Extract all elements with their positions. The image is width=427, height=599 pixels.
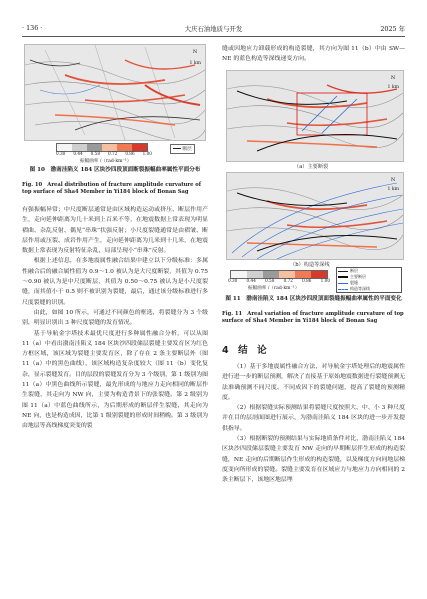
- journal-title: 大庆石油地质与开发: [184, 25, 243, 33]
- figure-10-legend-unit: 振幅曲率 /（rad·km⁻¹）: [80, 159, 132, 164]
- figure-10-legend-ticks: [56, 151, 152, 156]
- paragraph: （1）基于多地震属性融合方法，对导航金字塔处理后的地震属性进行进一步的断层预测，解决了直接基于原始地震数据进行裂缝预测无法准确预测不同尺度、不同成因下的裂缝问题，提高了裂缝的预测精度。: [222, 364, 405, 401]
- scale-bar-label: 1 km: [387, 187, 399, 192]
- figure-11-caption-cn: 图 11 渤南洼陷义 184 区块沙四段顶面裂缝振幅曲率属性的平面变化: [225, 296, 402, 302]
- scale-bar-label: 1 km: [189, 61, 201, 66]
- publication-year: 2025 年: [380, 25, 405, 33]
- north-arrow: N: [390, 177, 396, 183]
- figure-11-legend-ticks: [228, 278, 330, 283]
- figure-11-line-legend: [336, 267, 402, 293]
- legend-item-contour: [337, 286, 401, 292]
- paragraph: （2）根据裂缝实际预测结果将裂缝尺度按照大、中、小 3 种尺度并在目的层剖面图进行展示，为渤南洼陷义 184 区块的进一步开发提供指导。: [222, 405, 405, 432]
- legend-label: 裂缝: [350, 280, 358, 285]
- legend-tick: 0.58: [265, 278, 275, 283]
- legend-tick: 0.30: [228, 278, 238, 283]
- legend-tick: 0.44: [246, 278, 256, 283]
- legend-label: 主要断层: [350, 274, 366, 279]
- legend-tick: 1.00: [142, 151, 152, 156]
- figure-10-caption-cn: 图 10 渤南洼陷义 184 区块沙四段顶面断裂振幅曲率属性平面分布: [29, 167, 201, 173]
- paragraph: 有强振幅异常；中尺度断层通常是由区域构造运动或挤压、断层作用产生，走向延伸距离为几十米到上百米不等，在地震数据上常表现为明显褶曲、杂乱反射、偶见“串珠”状强反射；小尺度裂缝通常是由褶皱、断层作用或压裂、成岩作用产生，走向延伸距离为几米到十几米，在地震数据上常表现为反射特征杂乱，局部呈现小“串珠”反射。: [22, 207, 208, 255]
- figure-11a-map: [226, 70, 404, 162]
- legend-tick: 0.30: [56, 151, 66, 156]
- right-column-top-text: [222, 44, 405, 65]
- conclusions-text: [222, 362, 405, 486]
- paragraph: （3）根据断裂的预测结果与实际地质条件对比，渤南洼陷义 184 区块沙四段储层裂缝主要发育 NW 走向的早期断层伴生形成的构造裂缝，NE 走向的后期断层作生形成的构造裂缝，以及梯度方向同地层梯度变向所形成的裂缝。裂缝主要发育在区域应力与地应力方向相同的 2 条主断层下，该地区地层埋: [222, 436, 405, 484]
- legend-tick: 0.72: [283, 278, 293, 283]
- legend-tick: 0.72: [107, 151, 118, 156]
- north-arrow: N: [390, 75, 396, 81]
- fracture-curvature-map: [25, 45, 205, 140]
- figure-11b-label: （b）构造等深线: [290, 262, 330, 268]
- paragraph: 根据上述信息，在多地震属性融合结果中建立以下分级标准：多属性融合后的融合属性值为 0.9～1.0 被认为是大尺度断裂，其值为 0.75～0.90 被认为是中尺度断层，其值为 0.50～0.75 被认为是小尺度裂缝，而其值小于 0.5 则不被识别为裂缝，最后，通过该分级标准进行多尺度裂缝的识别。: [22, 258, 208, 306]
- paragraph: 由此，如图 10 所示，可通过不同颜色的框选，将裂缝分为 3 个级别，明显识别出 3 种尺度裂缝的发育情况。: [22, 309, 208, 327]
- page-number: · 136 ·: [22, 24, 43, 32]
- fault-legend-label: 断层: [182, 147, 192, 152]
- figure-11-caption-en: Fig. 11 Areal variation of fracture amplitude curvature of top surface of Sha4 Member in Yi184 block of Bonan Sag: [222, 311, 404, 324]
- structural-contour-map: [227, 173, 403, 259]
- legend-tick: 0.86: [302, 278, 312, 283]
- paragraph: 缝或因地应力卸载形成的构造裂缝，其方向为图 11（b）中由 SW—NE 的蓝色构造等深线递变方向。: [222, 46, 405, 63]
- legend-label: 断层: [350, 268, 358, 273]
- legend-tick: 1.00: [320, 278, 330, 283]
- page-header: [22, 22, 405, 37]
- legend-label: 构造等深线: [350, 286, 370, 291]
- scale-bar-label: 1 km: [387, 85, 399, 90]
- figure-10-caption-en: Fig. 10 Areal distribution of fracture amplitude curvature of top surface of Sha4 Member in Yi184 block of Bonan Sag: [22, 182, 201, 195]
- figure-10-fault-legend: [170, 144, 195, 154]
- legend-tick: 0.44: [73, 151, 83, 156]
- figure-11b-map: [226, 172, 404, 260]
- major-faults-map: [227, 71, 403, 161]
- legend-tick: 0.58: [90, 151, 100, 156]
- legend-tick: 0.86: [125, 151, 135, 156]
- figure-11-legend-unit: 振幅曲率 /（rad·km⁻¹）: [248, 286, 300, 291]
- figure-10-map: [24, 44, 206, 141]
- north-arrow: N: [192, 49, 198, 55]
- left-column-text: [22, 205, 208, 432]
- paragraph: 基于导航金字塔技术最优尺度进行多种属性融合分析，可以从图 11（a）中看出渤南洼陷义 184 区块沙四段储层裂缝主要发育区为红色方框区域，该区域为裂缝主要发育区，除了存在 2 条主要断层外（图 11（a）中的黑色曲线），该区域构造复杂度较大（图 11（b）变化复杂，显示裂缝发育。目的层段的裂缝发育分为 3 个级别，第 1 级别为图 11（a）中黑色曲线所示裂缝，最先形成的与地应力走向相同的断层作生裂缝，其走向为 NW 向，主要为构造背景下的张裂缝。第 2 级别为图 11（a）中蓝色曲线所示，为后期形成的断层伴生裂缝，其走向为 NE 向，也是构造成因，比第 1 级别裂缝的形成时间稍晚。第 3 级别为由地层等高线梯度突变的裂: [22, 330, 208, 430]
- section-heading: 4 结 论: [222, 345, 267, 356]
- figure-11a-label: （a）主要断裂: [294, 164, 329, 170]
